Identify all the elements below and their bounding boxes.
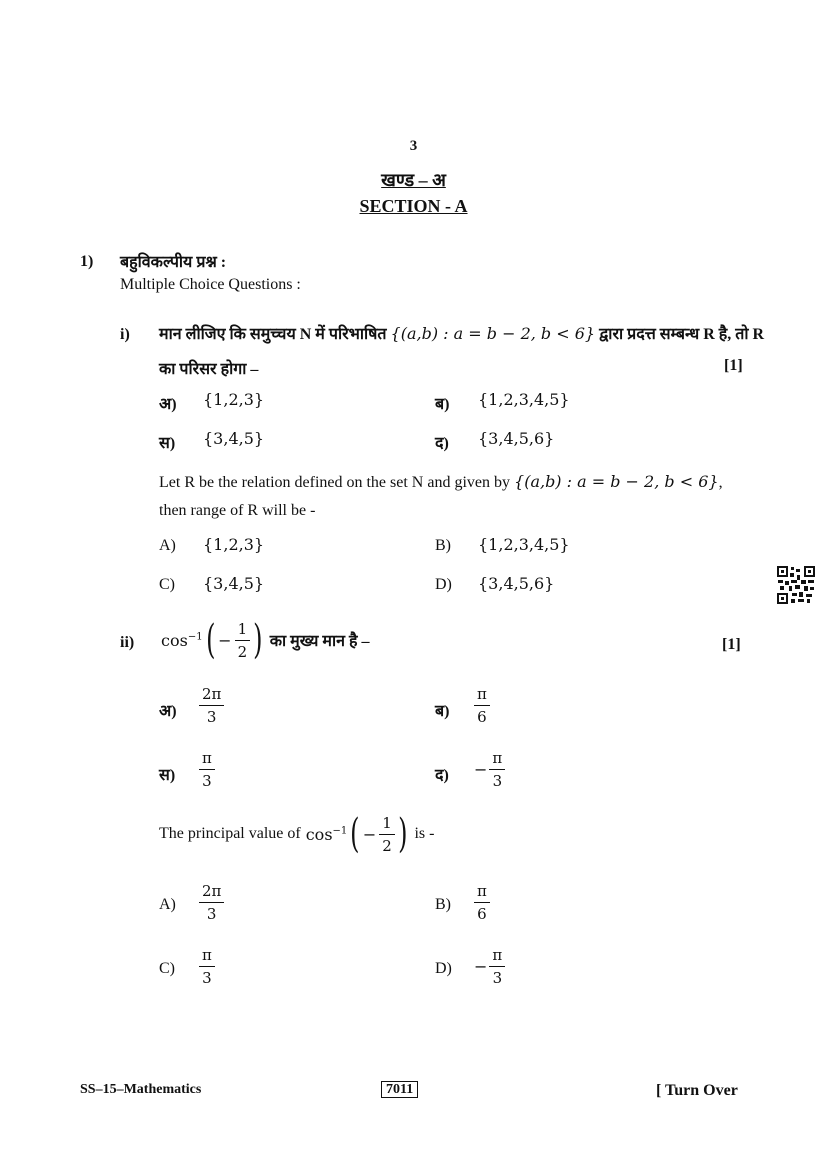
question-ii-hindi-line <box>161 614 369 666</box>
numerator: 1 <box>379 814 395 835</box>
numerator: 1 <box>235 620 251 641</box>
question-i-hindi-text: मान लीजिए कि समुच्चय N में परिभाषित <box>159 326 387 343</box>
option-value-fraction <box>474 685 490 726</box>
option-label: D) <box>435 960 452 977</box>
cos-exponent: −1 <box>187 631 203 643</box>
sub-question-number: i) <box>120 326 130 343</box>
option-label: C) <box>159 576 175 593</box>
right-paren: ) <box>397 811 408 857</box>
option-value: {3,4,5} <box>203 574 265 593</box>
option-label: B) <box>435 896 451 913</box>
numerator: π <box>199 749 215 770</box>
denominator: 3 <box>492 969 503 987</box>
option-value: {1,2,3,4,5} <box>478 390 570 409</box>
option-value: {3,4,5,6} <box>478 574 555 593</box>
option-label: C) <box>159 960 175 977</box>
option-value: {1,2,3} <box>203 390 265 409</box>
option-value-fraction <box>199 946 215 987</box>
left-paren: ( <box>350 811 360 857</box>
right-paren: ) <box>253 617 263 663</box>
sign: − <box>474 760 488 779</box>
subject-code: SS–15–Mathematics <box>80 1082 202 1097</box>
paper-code: 7011 <box>381 1081 418 1098</box>
option-label: द) <box>435 767 449 784</box>
option-label: B) <box>435 537 451 554</box>
option-value-fraction <box>199 882 224 923</box>
numerator: π <box>199 946 215 967</box>
mcq-heading-english: Multiple Choice Questions : <box>120 276 301 293</box>
argument-fraction <box>379 814 395 855</box>
option-value-fraction <box>474 882 490 923</box>
numerator: π <box>474 882 490 903</box>
section-title-hindi: खण्ड – अ <box>381 170 446 190</box>
question-i-hindi-line2: का परिसर होगा – <box>159 361 259 378</box>
sub-question-number: ii) <box>120 634 135 651</box>
sign: − <box>474 957 488 976</box>
option-label: अ) <box>159 703 177 720</box>
set-expression: {(a,b) : a = b − 2, b < 6} <box>514 472 719 491</box>
option-label: द) <box>435 435 449 452</box>
marks-label: [1] <box>724 357 743 374</box>
question-i-hindi-text-2: द्वारा प्रदत्त सम्बन्ध R है, तो R <box>599 326 765 343</box>
left-paren: ( <box>205 617 216 663</box>
cos-text: cos <box>161 630 188 650</box>
question-ii-english-prefix: The principal value of <box>159 825 301 842</box>
arg-sign: − <box>218 630 232 650</box>
option-value: {3,4,5,6} <box>478 429 555 448</box>
cos-text: cos <box>305 824 333 844</box>
denominator: 3 <box>492 772 503 790</box>
section-title-english: SECTION - A <box>359 196 468 216</box>
qr-code-icon <box>777 566 815 604</box>
option-label: ब) <box>435 396 450 413</box>
numerator: 2π <box>199 882 224 903</box>
option-value: {3,4,5} <box>203 429 265 448</box>
denominator: 6 <box>477 708 487 726</box>
option-label: अ) <box>159 396 177 413</box>
option-value-fraction <box>474 946 505 987</box>
option-value: {1,2,3} <box>203 535 265 554</box>
option-label: ब) <box>435 703 450 720</box>
question-i-english-line2: then range of R will be - <box>159 502 316 519</box>
mcq-heading-hindi: बहुविकल्पीय प्रश्न : <box>120 254 227 271</box>
arg-sign: − <box>362 824 377 844</box>
option-value-fraction <box>199 685 224 726</box>
option-value-fraction <box>474 749 505 790</box>
set-expression: {(a,b) : a = b − 2, b < 6} <box>390 324 596 343</box>
cos-function <box>306 825 348 844</box>
cos-exponent: −1 <box>332 825 348 837</box>
question-i-english-text: Let R be the relation defined on the set N and given by <box>159 474 511 491</box>
denominator: 3 <box>206 905 217 923</box>
page-number: 3 <box>409 138 418 154</box>
option-value-fraction <box>199 749 215 790</box>
denominator: 2 <box>237 642 248 661</box>
turn-over: [ Turn Over <box>656 1082 738 1099</box>
question-ii-english-line <box>159 808 434 860</box>
question-number: 1) <box>80 253 94 270</box>
denominator: 3 <box>202 969 212 987</box>
numerator: π <box>489 946 505 967</box>
paper-code-box <box>381 1080 418 1098</box>
question-i-hindi-line1 <box>159 322 765 344</box>
denominator: 3 <box>206 708 217 726</box>
argument-fraction <box>235 620 251 661</box>
option-label: स) <box>159 767 176 784</box>
numerator: 2π <box>199 685 224 706</box>
cos-function <box>161 631 203 650</box>
option-label: A) <box>159 896 176 913</box>
marks-label: [1] <box>722 636 741 653</box>
denominator: 2 <box>382 836 392 855</box>
numerator: π <box>489 749 505 770</box>
question-ii-english-suffix: is - <box>414 825 435 842</box>
option-label: A) <box>159 537 176 554</box>
question-ii-hindi-text: का मुख्य मान है – <box>269 633 370 650</box>
option-label: स) <box>159 435 176 452</box>
option-value: {1,2,3,4,5} <box>478 535 570 554</box>
option-label: D) <box>435 576 452 593</box>
question-i-english-line1 <box>159 472 759 492</box>
comma: , <box>718 474 723 491</box>
numerator: π <box>474 685 490 706</box>
denominator: 3 <box>202 772 212 790</box>
denominator: 6 <box>477 905 487 923</box>
